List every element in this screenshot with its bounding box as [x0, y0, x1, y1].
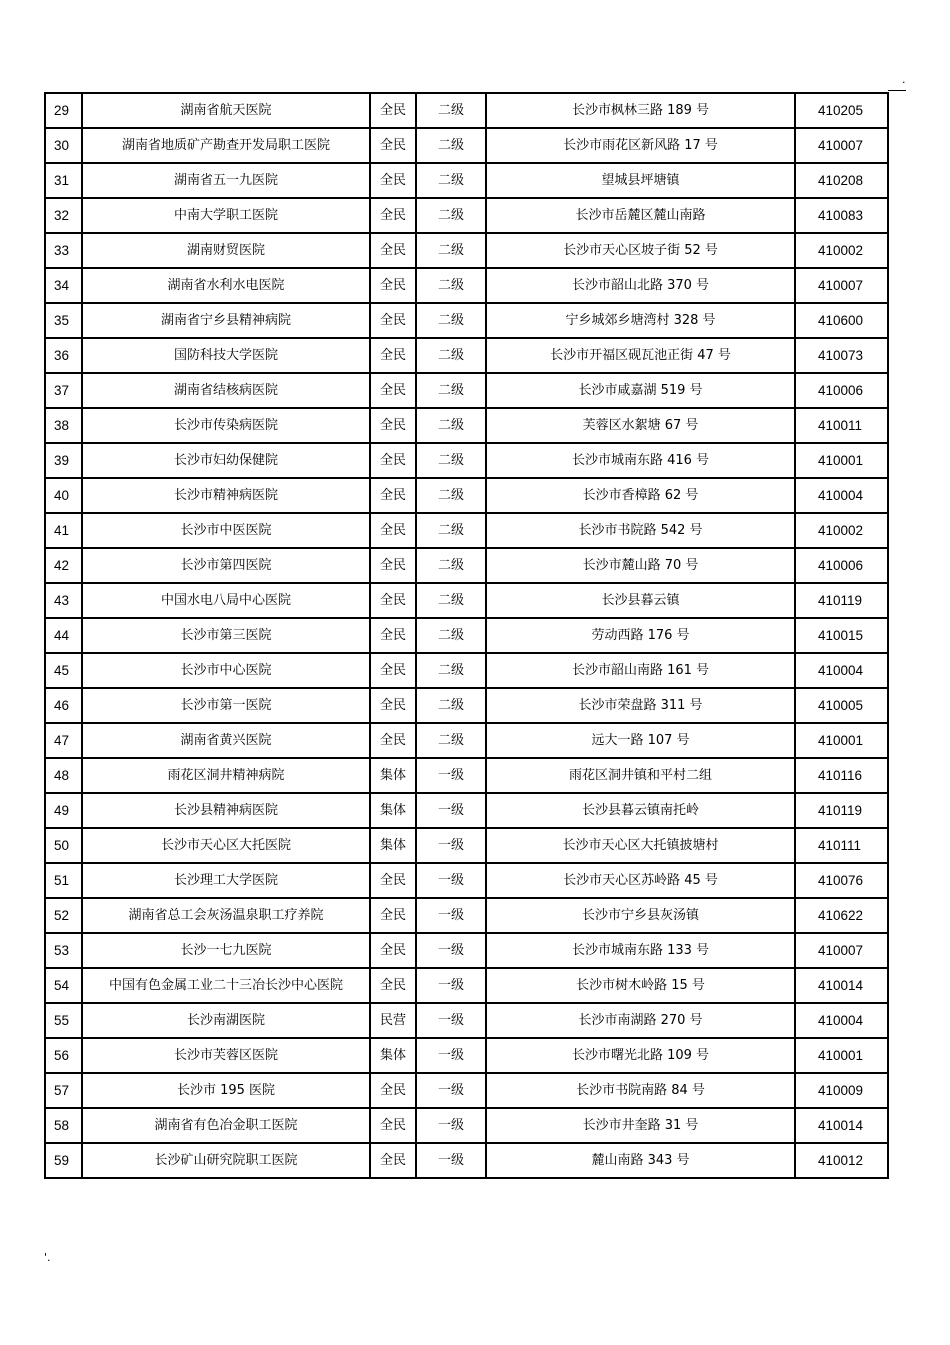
- hospital-address: 长沙市韶山南路 161 号: [487, 654, 796, 689]
- row-number: 34: [46, 269, 83, 304]
- row-number: 54: [46, 969, 83, 1004]
- ownership-type: 全民: [371, 164, 417, 199]
- hospital-grade: 一级: [417, 899, 487, 934]
- hospital-address: 长沙市城南东路 416 号: [487, 444, 796, 479]
- row-number: 58: [46, 1109, 83, 1144]
- hospital-name: 湖南省航天医院: [83, 94, 371, 129]
- hospital-table-body: [46, 94, 889, 1179]
- hospital-grade: 一级: [417, 969, 487, 1004]
- hospital-grade: 二级: [417, 339, 487, 374]
- table-row: [46, 864, 889, 899]
- table-row: [46, 234, 889, 269]
- row-number: 59: [46, 1144, 83, 1179]
- hospital-name: 长沙市传染病医院: [83, 409, 371, 444]
- hospital-address: 长沙市岳麓区麓山南路: [487, 199, 796, 234]
- hospital-name: 长沙一七九医院: [83, 934, 371, 969]
- hospital-grade: 二级: [417, 444, 487, 479]
- hospital-address: 长沙市韶山北路 370 号: [487, 269, 796, 304]
- hospital-address: 长沙市书院南路 84 号: [487, 1074, 796, 1109]
- hospital-address: 长沙市荣盘路 311 号: [487, 689, 796, 724]
- postal-code: 410011: [796, 409, 889, 444]
- row-number: 48: [46, 759, 83, 794]
- row-number: 43: [46, 584, 83, 619]
- table-row: [46, 969, 889, 1004]
- hospital-address: 麓山南路 343 号: [487, 1144, 796, 1179]
- postal-code: 410004: [796, 479, 889, 514]
- hospital-name: 国防科技大学医院: [83, 339, 371, 374]
- row-number: 42: [46, 549, 83, 584]
- hospital-address: 长沙市开福区砚瓦池正街 47 号: [487, 339, 796, 374]
- row-number: 31: [46, 164, 83, 199]
- table-row: [46, 689, 889, 724]
- hospital-name: 中国有色金属工业二十三冶长沙中心医院: [83, 969, 371, 1004]
- table-row: [46, 549, 889, 584]
- table-row: [46, 794, 889, 829]
- postal-code: 410600: [796, 304, 889, 339]
- table-row: [46, 829, 889, 864]
- hospital-address: 雨花区洞井镇和平村二组: [487, 759, 796, 794]
- hospital-name: 长沙县精神病医院: [83, 794, 371, 829]
- hospital-grade: 一级: [417, 1144, 487, 1179]
- hospital-name: 湖南省五一九医院: [83, 164, 371, 199]
- hospital-address: 长沙市雨花区新风路 17 号: [487, 129, 796, 164]
- hospital-address: 长沙市咸嘉湖 519 号: [487, 374, 796, 409]
- ownership-type: 全民: [371, 374, 417, 409]
- row-number: 57: [46, 1074, 83, 1109]
- table-row: [46, 164, 889, 199]
- hospital-grade: 一级: [417, 1004, 487, 1039]
- postal-code: 410001: [796, 1039, 889, 1074]
- hospital-grade: 二级: [417, 549, 487, 584]
- table-row: [46, 1144, 889, 1179]
- hospital-grade: 二级: [417, 514, 487, 549]
- ownership-type: 全民: [371, 199, 417, 234]
- hospital-address: 长沙市天心区苏岭路 45 号: [487, 864, 796, 899]
- ownership-type: 全民: [371, 1074, 417, 1109]
- hospital-name: 中南大学职工医院: [83, 199, 371, 234]
- row-number: 39: [46, 444, 83, 479]
- ownership-type: 全民: [371, 934, 417, 969]
- row-number: 29: [46, 94, 83, 129]
- hospital-address: 长沙市宁乡县灰汤镇: [487, 899, 796, 934]
- hospital-address: 长沙市天心区坡子街 52 号: [487, 234, 796, 269]
- table-row: [46, 584, 889, 619]
- hospital-name: 长沙市第一医院: [83, 689, 371, 724]
- table-row: [46, 899, 889, 934]
- hospital-grade: 二级: [417, 479, 487, 514]
- hospital-grade: 一级: [417, 1109, 487, 1144]
- hospital-grade: 二级: [417, 409, 487, 444]
- hospital-address: 长沙市树木岭路 15 号: [487, 969, 796, 1004]
- ownership-type: 集体: [371, 794, 417, 829]
- postal-code: 410205: [796, 94, 889, 129]
- hospital-address: 远大一路 107 号: [487, 724, 796, 759]
- postal-code: 410007: [796, 269, 889, 304]
- row-number: 49: [46, 794, 83, 829]
- hospital-name: 长沙市妇幼保健院: [83, 444, 371, 479]
- table-row: [46, 514, 889, 549]
- ownership-type: 全民: [371, 444, 417, 479]
- ownership-type: 全民: [371, 584, 417, 619]
- postal-code: 410002: [796, 234, 889, 269]
- row-number: 52: [46, 899, 83, 934]
- hospital-name: 湖南省结核病医院: [83, 374, 371, 409]
- hospital-address: 劳动西路 176 号: [487, 619, 796, 654]
- ownership-type: 集体: [371, 1039, 417, 1074]
- hospital-name: 湖南财贸医院: [83, 234, 371, 269]
- hospital-address: 望城县坪塘镇: [487, 164, 796, 199]
- ownership-type: 全民: [371, 654, 417, 689]
- hospital-address: 长沙市井奎路 31 号: [487, 1109, 796, 1144]
- hospital-name: 雨花区洞井精神病院: [83, 759, 371, 794]
- row-number: 32: [46, 199, 83, 234]
- hospital-grade: 二级: [417, 234, 487, 269]
- table-row: [46, 339, 889, 374]
- ownership-type: 集体: [371, 829, 417, 864]
- table-row: [46, 479, 889, 514]
- row-number: 36: [46, 339, 83, 374]
- postal-code: 410073: [796, 339, 889, 374]
- row-number: 51: [46, 864, 83, 899]
- ownership-type: 全民: [371, 864, 417, 899]
- hospital-grade: 一级: [417, 1074, 487, 1109]
- row-number: 46: [46, 689, 83, 724]
- hospital-table: [44, 92, 889, 1179]
- ownership-type: 全民: [371, 269, 417, 304]
- page-mark-top: .: [902, 73, 906, 86]
- page-mark-bottom: '.: [44, 1251, 51, 1264]
- table-row: [46, 1074, 889, 1109]
- row-number: 37: [46, 374, 83, 409]
- hospital-name: 中国水电八局中心医院: [83, 584, 371, 619]
- hospital-grade: 二级: [417, 94, 487, 129]
- hospital-grade: 二级: [417, 374, 487, 409]
- postal-code: 410014: [796, 969, 889, 1004]
- hospital-address: 长沙市香樟路 62 号: [487, 479, 796, 514]
- row-number: 40: [46, 479, 83, 514]
- hospital-address: 长沙市南湖路 270 号: [487, 1004, 796, 1039]
- row-number: 55: [46, 1004, 83, 1039]
- hospital-name: 长沙市第四医院: [83, 549, 371, 584]
- hospital-grade: 一级: [417, 759, 487, 794]
- ownership-type: 全民: [371, 409, 417, 444]
- table-row: [46, 724, 889, 759]
- hospital-grade: 一级: [417, 829, 487, 864]
- hospital-address: 长沙市城南东路 133 号: [487, 934, 796, 969]
- postal-code: 410002: [796, 514, 889, 549]
- ownership-type: 民营: [371, 1004, 417, 1039]
- row-number: 44: [46, 619, 83, 654]
- hospital-name: 长沙市天心区大托医院: [83, 829, 371, 864]
- table-row: [46, 654, 889, 689]
- table-row: [46, 409, 889, 444]
- row-number: 33: [46, 234, 83, 269]
- table-row: [46, 1109, 889, 1144]
- row-number: 50: [46, 829, 83, 864]
- ownership-type: 全民: [371, 1109, 417, 1144]
- ownership-type: 全民: [371, 689, 417, 724]
- postal-code: 410076: [796, 864, 889, 899]
- hospital-address: 宁乡城郊乡塘湾村 328 号: [487, 304, 796, 339]
- table-row: [46, 444, 889, 479]
- hospital-name: 湖南省黄兴医院: [83, 724, 371, 759]
- postal-code: 410006: [796, 374, 889, 409]
- hospital-name: 湖南省水利水电医院: [83, 269, 371, 304]
- postal-code: 410208: [796, 164, 889, 199]
- hospital-grade: 二级: [417, 654, 487, 689]
- hospital-grade: 二级: [417, 619, 487, 654]
- postal-code: 410622: [796, 899, 889, 934]
- postal-code: 410007: [796, 934, 889, 969]
- ownership-type: 全民: [371, 479, 417, 514]
- ownership-type: 全民: [371, 129, 417, 164]
- postal-code: 410083: [796, 199, 889, 234]
- table-row: [46, 619, 889, 654]
- hospital-name: 长沙市芙蓉区医院: [83, 1039, 371, 1074]
- hospital-grade: 二级: [417, 584, 487, 619]
- ownership-type: 全民: [371, 234, 417, 269]
- table-row: [46, 1004, 889, 1039]
- row-number: 30: [46, 129, 83, 164]
- ownership-type: 全民: [371, 969, 417, 1004]
- hospital-name: 长沙南湖医院: [83, 1004, 371, 1039]
- hospital-address: 芙蓉区水絮塘 67 号: [487, 409, 796, 444]
- hospital-name: 湖南省总工会灰汤温泉职工疗养院: [83, 899, 371, 934]
- table-row: [46, 94, 889, 129]
- hospital-grade: 二级: [417, 304, 487, 339]
- postal-code: 410004: [796, 654, 889, 689]
- table-row: [46, 934, 889, 969]
- ownership-type: 全民: [371, 899, 417, 934]
- ownership-type: 全民: [371, 304, 417, 339]
- ownership-type: 集体: [371, 759, 417, 794]
- hospital-name: 湖南省宁乡县精神病院: [83, 304, 371, 339]
- row-number: 47: [46, 724, 83, 759]
- row-number: 45: [46, 654, 83, 689]
- ownership-type: 全民: [371, 619, 417, 654]
- table-row: [46, 269, 889, 304]
- hospital-address: 长沙市书院路 542 号: [487, 514, 796, 549]
- ownership-type: 全民: [371, 549, 417, 584]
- hospital-grade: 二级: [417, 129, 487, 164]
- postal-code: 410007: [796, 129, 889, 164]
- table-row: [46, 304, 889, 339]
- hospital-name: 长沙市第三医院: [83, 619, 371, 654]
- table-row: [46, 129, 889, 164]
- hospital-grade: 二级: [417, 164, 487, 199]
- ownership-type: 全民: [371, 514, 417, 549]
- hospital-name: 长沙市中医医院: [83, 514, 371, 549]
- hospital-address: 长沙市曙光北路 109 号: [487, 1039, 796, 1074]
- hospital-address: 长沙县暮云镇南托岭: [487, 794, 796, 829]
- hospital-name: 长沙矿山研究院职工医院: [83, 1144, 371, 1179]
- row-number: 41: [46, 514, 83, 549]
- table-row: [46, 374, 889, 409]
- header-rule: [888, 90, 906, 91]
- row-number: 38: [46, 409, 83, 444]
- postal-code: 410001: [796, 444, 889, 479]
- ownership-type: 全民: [371, 724, 417, 759]
- ownership-type: 全民: [371, 339, 417, 374]
- postal-code: 410009: [796, 1074, 889, 1109]
- hospital-name: 长沙市精神病医院: [83, 479, 371, 514]
- hospital-grade: 二级: [417, 689, 487, 724]
- ownership-type: 全民: [371, 94, 417, 129]
- hospital-grade: 二级: [417, 724, 487, 759]
- hospital-grade: 一级: [417, 794, 487, 829]
- hospital-grade: 一级: [417, 864, 487, 899]
- row-number: 53: [46, 934, 83, 969]
- row-number: 35: [46, 304, 83, 339]
- postal-code: 410014: [796, 1109, 889, 1144]
- hospital-address: 长沙市天心区大托镇披塘村: [487, 829, 796, 864]
- postal-code: 410119: [796, 584, 889, 619]
- hospital-name: 长沙市 195 医院: [83, 1074, 371, 1109]
- hospital-grade: 二级: [417, 199, 487, 234]
- postal-code: 410006: [796, 549, 889, 584]
- table-row: [46, 199, 889, 234]
- postal-code: 410001: [796, 724, 889, 759]
- postal-code: 410005: [796, 689, 889, 724]
- postal-code: 410111: [796, 829, 889, 864]
- hospital-address: 长沙市枫林三路 189 号: [487, 94, 796, 129]
- postal-code: 410015: [796, 619, 889, 654]
- ownership-type: 全民: [371, 1144, 417, 1179]
- hospital-grade: 二级: [417, 269, 487, 304]
- postal-code: 410012: [796, 1144, 889, 1179]
- hospital-name: 长沙市中心医院: [83, 654, 371, 689]
- postal-code: 410116: [796, 759, 889, 794]
- postal-code: 410004: [796, 1004, 889, 1039]
- hospital-grade: 一级: [417, 934, 487, 969]
- row-number: 56: [46, 1039, 83, 1074]
- hospital-name: 湖南省有色冶金职工医院: [83, 1109, 371, 1144]
- hospital-address: 长沙县暮云镇: [487, 584, 796, 619]
- postal-code: 410119: [796, 794, 889, 829]
- table-row: [46, 759, 889, 794]
- table-row: [46, 1039, 889, 1074]
- hospital-name: 湖南省地质矿产勘查开发局职工医院: [83, 129, 371, 164]
- hospital-grade: 一级: [417, 1039, 487, 1074]
- hospital-address: 长沙市麓山路 70 号: [487, 549, 796, 584]
- hospital-name: 长沙理工大学医院: [83, 864, 371, 899]
